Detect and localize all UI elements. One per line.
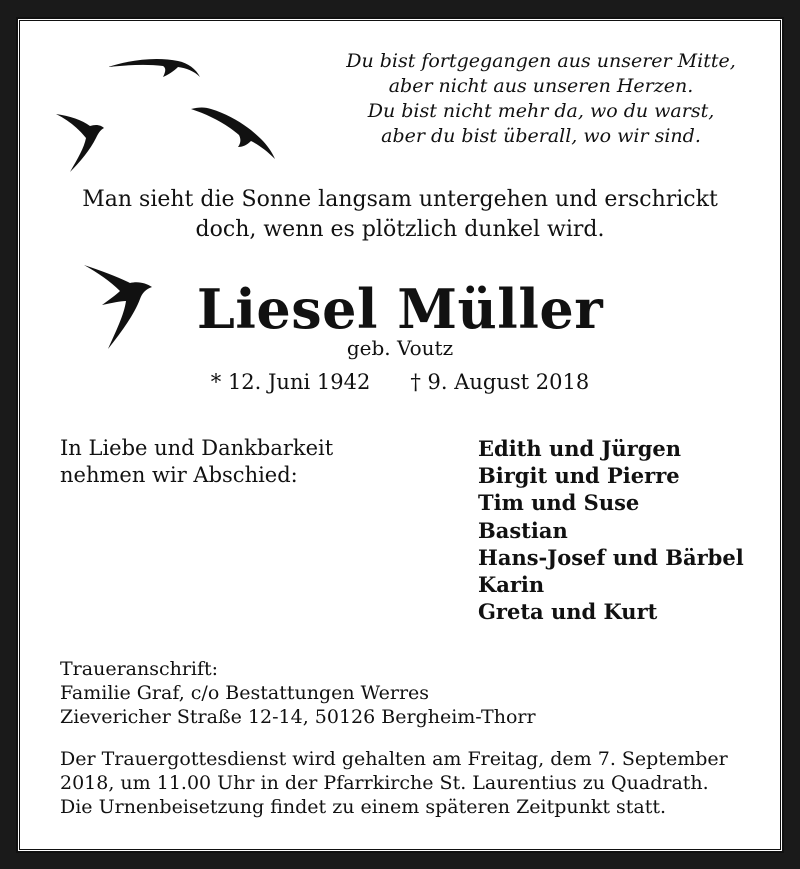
service-line: Der Trauergottesdienst wird gehalten am Freitag, dem 7. September bbox=[60, 748, 728, 770]
poem-line: Du bist fortgegangen aus unserer Mitte, bbox=[346, 50, 736, 72]
swallow-icon bbox=[191, 105, 276, 160]
farewell-line: In Liebe und Dankbarkeit bbox=[60, 436, 334, 460]
life-dates bbox=[16, 368, 784, 396]
service-line: Die Urnenbeisetzung findet zu einem späteren Zeitpunkt statt. bbox=[60, 796, 667, 818]
swallow-icon bbox=[56, 112, 106, 174]
poem-line: aber du bist überall, wo wir sind. bbox=[381, 125, 701, 147]
mourner: Greta und Kurt bbox=[478, 599, 658, 625]
service-line: 2018, um 11.00 Uhr in der Pfarrkirche St. Laurentius zu Quadrath. bbox=[60, 772, 709, 794]
death-date: † 9. August 2018 bbox=[410, 370, 590, 394]
birth-name: geb. Voutz bbox=[346, 336, 454, 360]
mourner: Tim und Suse bbox=[478, 490, 640, 516]
mourner: Edith und Jürgen bbox=[478, 436, 682, 461]
poem-line: Du bist nicht mehr da, wo du warst, bbox=[367, 100, 715, 122]
mourners-list bbox=[478, 435, 744, 625]
poem bbox=[326, 49, 756, 149]
farewell-line: nehmen wir Abschied: bbox=[60, 463, 298, 487]
farewell-text bbox=[60, 435, 333, 489]
mourner: Bastian bbox=[478, 517, 568, 543]
quote-line: Man sieht die Sonne langsam untergehen und erschrickt bbox=[82, 187, 718, 212]
deceased-name: Liesel Müller bbox=[196, 277, 604, 341]
mourning-address bbox=[60, 657, 536, 729]
quote bbox=[16, 185, 784, 245]
service-info bbox=[60, 747, 728, 819]
mourner: Karin bbox=[478, 572, 545, 598]
address-line: Traueranschrift: bbox=[60, 658, 219, 680]
mourner: Hans-Josef und Bärbel bbox=[478, 544, 744, 570]
mourner: Birgit und Pierre bbox=[478, 463, 680, 489]
poem-line: aber nicht aus unseren Herzen. bbox=[388, 75, 694, 97]
quote-line: doch, wenn es plötzlich dunkel wird. bbox=[195, 217, 605, 242]
birth-date: * 12. Juni 1942 bbox=[210, 370, 371, 394]
swallow-icon bbox=[108, 55, 208, 85]
address-line: Familie Graf, c/o Bestattungen Werres bbox=[60, 682, 430, 704]
address-line: Zievericher Straße 12-14, 50126 Bergheim-Thorr bbox=[60, 706, 536, 728]
obituary-card bbox=[16, 17, 784, 853]
